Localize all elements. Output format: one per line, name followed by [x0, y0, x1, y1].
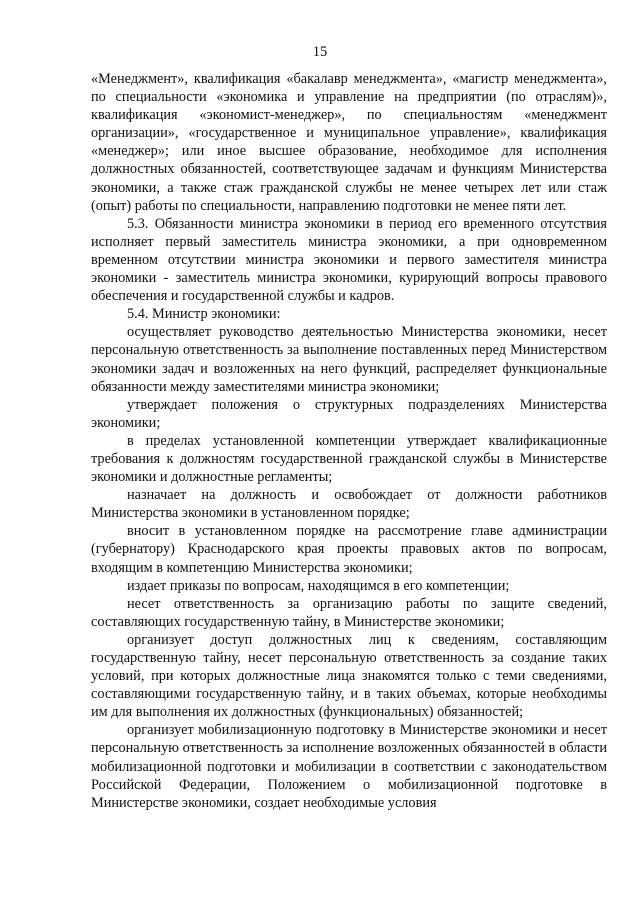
paragraph-5-3: 5.3. Обязанности министра экономики в период его временного отсутствия исполняет первый заместитель министра экономики, а при одновременном временном отсутствии министра экономики и первого заместителя министра экономики - заместитель министра экономики, курирующий вопросы правового обеспечения и государственной службы и кадров. — [91, 215, 607, 305]
duty-qualification-requirements: в пределах установленной компетенции утверждает квалификационные требования к должностям государственной гражданской службы в Министерстве экономики и должностные регламенты; — [91, 432, 607, 486]
duty-legal-acts: вносит в установленном порядке на рассмотрение главе администрации (губернатору) Краснодарского края проекты правовых актов по вопросам, входящим в компетенцию Министерства экономики; — [91, 523, 607, 576]
duty-appointments: назначает на должность и освобождает от должности работников Министерства экономики в установленном порядке; — [91, 487, 607, 522]
duty-state-secret-access: организует доступ должностных лиц к сведениям, составляющим государственную тайну, несет персональную ответственность за создание таких условий, при которых должностные лица знакомятся только с теми сведениями, составляющими государственную тайну, и в таких объемах, которые необходимы им для выполнения их должностных (функциональных) обязанностей; — [91, 631, 607, 721]
paragraph-qualification-continued: «Менеджмент», квалификация «бакалавр менеджмента», «магистр менеджмента», по специальности «экономика и управление на предприятии (по отраслям)», квалификация «экономист-менеджер», по специальностям «менеджмент организации», «государственное и муниципальное управление», квалификация «менеджер»; или иное высшее образование, необходимое для исполнения должностных обязанностей, соответствующее задачам и функциям Министерства экономики, а также стаж гражданской службы не менее четырех лет или стаж (опыт) работы по специальности, направлению подготовки не менее пяти лет. — [91, 71, 607, 214]
page-number: 15 — [312, 44, 328, 60]
duty-leadership: осуществляет руководство деятельностью Министерства экономики, несет персональную ответственность за выполнение поставленных перед Министерством экономики задач и возложенных на него функций, распределяет функциональные обязанности между заместителями министра экономики; — [91, 324, 607, 395]
duty-approve-regulations: утверждает положения о структурных подразделениях Министерства экономики; — [91, 396, 607, 431]
document-body — [91, 70, 607, 812]
duty-orders: издает приказы по вопросам, находящимся в его компетенции; — [127, 577, 510, 594]
paragraph-5-4-heading: 5.4. Министр экономики: — [127, 306, 281, 323]
duty-mobilization: организует мобилизационную подготовку в Министерстве экономики и несет персональную ответственность за исполнение возложенных обязанностей в области мобилизационной подготовки и мобилизации в соответствии с законодательством Российской Федерации, Положением о мобилизационной подготовке в Министерстве экономики, создает необходимые условия — [91, 722, 607, 811]
duty-state-secret-protection: несет ответственность за организацию работы по защите сведений, составляющих государственную тайну, в Министерстве экономики; — [91, 595, 607, 630]
